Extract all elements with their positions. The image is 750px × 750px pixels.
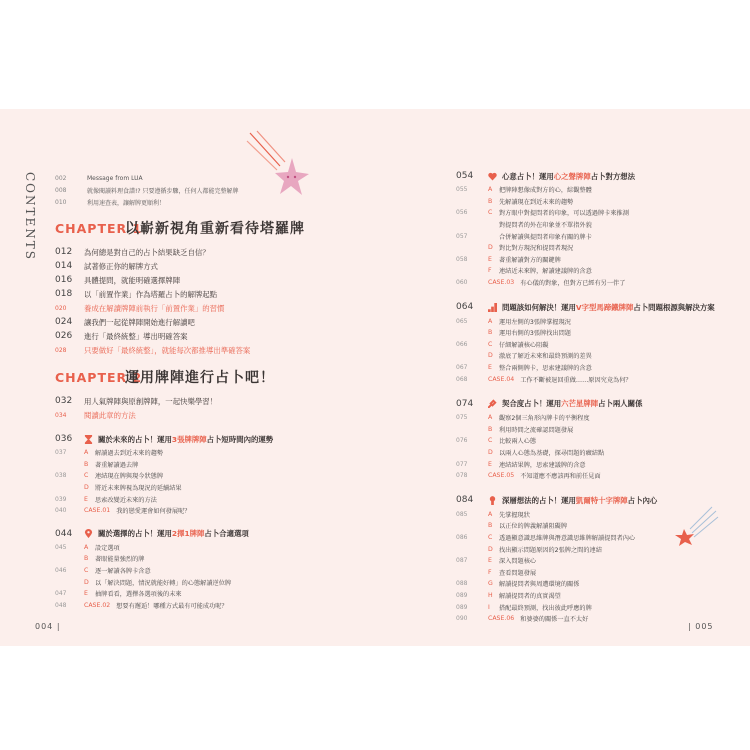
entry-title: 連結現在牌與現今狀態牌: [95, 473, 164, 481]
step-letter: A: [84, 449, 89, 457]
entry-title: 找出顯示問題原因的2張牌之間的連結: [499, 546, 602, 554]
toc-entry[interactable]: [55, 394, 365, 408]
step-letter: E: [84, 590, 88, 598]
page-number: 054: [456, 171, 474, 181]
keyhole-icon: [488, 496, 497, 505]
toc-subentry[interactable]: [456, 590, 741, 602]
step-letter: F: [488, 267, 492, 275]
entry-title: 具體提問，就能明確選擇牌陣: [84, 275, 181, 285]
section-heading[interactable]: [55, 526, 365, 542]
step-letter: D: [84, 484, 89, 492]
heart-icon: [488, 172, 497, 181]
page-number: 047: [55, 590, 67, 598]
step-letter: B: [488, 329, 493, 337]
step-letter: D: [488, 545, 493, 553]
entry-title: 先解讀現在到近未來的趨勢: [499, 198, 574, 206]
step-letter: I: [488, 603, 490, 611]
page-number: 055: [456, 186, 468, 194]
case-label: CASE.04: [488, 375, 515, 383]
section-title-prefix: 關於未來的占卜！運用: [98, 434, 172, 444]
toc-subentry[interactable]: [456, 315, 741, 327]
toc-subentry[interactable]: [55, 542, 365, 554]
toc-subentry[interactable]: [55, 505, 365, 517]
page-number: 057: [456, 232, 468, 240]
step-letter: A: [488, 414, 493, 422]
toc-subentry[interactable]: [55, 600, 365, 612]
step-letter: E: [84, 495, 88, 503]
toc-entry-intro[interactable]: [55, 196, 365, 208]
toc-entry[interactable]: [55, 301, 365, 315]
toc-subentry[interactable]: [55, 470, 365, 482]
entry-title: 利用時間之流確認問題發展: [499, 426, 574, 434]
toc-subentry[interactable]: [456, 184, 741, 196]
section-title-prefix: 心意占卜！運用: [502, 171, 554, 181]
page-number: 067: [456, 364, 468, 372]
entry-title: 用人氣牌陣與原創牌陣，一起快樂學習！: [84, 396, 218, 406]
entry-title: 對方眼中對提問者的印象，可以透過牌卡來推測: [499, 210, 629, 218]
entry-title: 深入問題核心: [499, 558, 537, 566]
toc-subentry[interactable]: [456, 207, 741, 219]
toc-subentry[interactable]: [456, 578, 741, 590]
section-title-suffix: 占卜內心: [627, 495, 658, 505]
spread-name: 凱爾特十字牌陣: [575, 495, 628, 505]
entry-title: 養成在解讀牌陣前執行「前置作業」的習慣: [84, 303, 225, 313]
toc-subentry[interactable]: [456, 362, 741, 374]
entry-title: 想要有邂逅！哪種方式最有可能成功呢？: [116, 602, 228, 610]
toc-subentry[interactable]: [55, 565, 365, 577]
step-letter: B: [488, 522, 493, 530]
page-number: 032: [55, 396, 73, 406]
entry-title: Message from LUA: [87, 174, 143, 182]
toc-subentry[interactable]: [55, 553, 365, 565]
entry-title: 抽牌看看，選擇各選項後的未來: [95, 591, 182, 599]
page-number: 034: [55, 411, 67, 419]
page-number: 056: [456, 209, 468, 217]
page-number: 058: [456, 255, 468, 263]
toc-subentry[interactable]: [55, 482, 365, 494]
toc-subentry[interactable]: [456, 350, 741, 362]
page-number: 089: [456, 603, 468, 611]
puzzle-icon: [488, 399, 497, 408]
toc-entry[interactable]: [55, 408, 365, 422]
page-number: 016: [55, 275, 73, 285]
entry-title: 先掌握現狀: [499, 511, 530, 519]
case-label: CASE.06: [488, 615, 515, 623]
step-letter: C: [488, 209, 493, 217]
page-number: 010: [55, 198, 67, 206]
entry-title: 設定選項: [95, 544, 120, 552]
entry-title: 和婆婆的關係一直不太好: [520, 616, 589, 624]
step-letter: D: [488, 448, 493, 456]
toc-subentry[interactable]: [456, 566, 741, 578]
page-number: 037: [55, 449, 67, 457]
page-number: 064: [456, 302, 474, 313]
section-title-suffix: 占卜短時間內的運勢: [206, 434, 274, 444]
bar-chart-icon: [488, 303, 497, 312]
chapter-title: 運用牌陣進行占卜吧！: [125, 370, 275, 386]
toc-subentry[interactable]: [55, 588, 365, 600]
entry-title: 連結近未來牌，解讀建議牌的含意: [499, 268, 592, 276]
toc-entry[interactable]: [55, 343, 365, 357]
page-number: 045: [55, 543, 67, 551]
page-number: 087: [456, 557, 468, 565]
toc-entry[interactable]: [55, 329, 365, 343]
case-label: CASE.03: [488, 279, 515, 287]
page-number: 024: [55, 317, 73, 327]
step-letter: A: [488, 186, 493, 194]
toc-subentry[interactable]: [55, 459, 365, 471]
chapter-title: 以嶄新視角重新看待塔羅牌: [125, 221, 305, 237]
page-number: 077: [456, 460, 468, 468]
toc-subentry[interactable]: [456, 219, 741, 231]
page-number: 044: [55, 528, 73, 539]
section-heading[interactable]: [55, 431, 365, 447]
entry-title: 就像閱讀料理食譜!? 只要遵循步驟，任何人都能完整解牌: [87, 187, 239, 195]
step-letter: E: [488, 364, 492, 372]
entry-title: 對比對方現況和提問者現況: [499, 245, 574, 253]
entry-title: 解讀提問者與周遭環境的關係: [499, 581, 580, 589]
section-title-suffix: 占卜問題根源與解決方案: [633, 302, 715, 312]
page-number: 008: [55, 186, 67, 194]
step-letter: D: [84, 578, 89, 586]
toc-subentry[interactable]: [456, 508, 741, 520]
page-number: 039: [55, 495, 67, 503]
case-label: CASE.01: [84, 507, 111, 515]
page-number-right: | 005: [688, 622, 714, 631]
entry-title: 觀察2個三角形內牌卡的平衡程度: [499, 415, 590, 423]
entry-title: 澈底了解近未來和最終預測的差異: [499, 353, 592, 361]
chapter-label: CHAPTER 1: [55, 220, 143, 236]
page-number: 090: [456, 615, 468, 623]
toc-subentry[interactable]: [456, 555, 741, 567]
entry-title: 讓我們一起從牌陣開始進行解讀吧: [84, 317, 195, 327]
step-letter: D: [488, 352, 493, 360]
step-letter: A: [488, 510, 493, 518]
case-label: CASE.02: [84, 601, 111, 609]
step-letter: E: [488, 557, 492, 565]
toc-entry[interactable]: [55, 287, 365, 301]
entry-title: 思索改變近未來的方法: [95, 496, 157, 504]
page-number: 078: [456, 472, 468, 480]
toc-subentry[interactable]: [55, 493, 365, 505]
step-letter: B: [488, 197, 493, 205]
page-number: 076: [456, 437, 468, 445]
page-number: 040: [55, 507, 67, 515]
right-page-toc: [456, 168, 741, 624]
entry-title: 對提問者的外在印象並不單指外貌: [499, 222, 592, 230]
entry-title: 解讀提問者的真實渴望: [499, 592, 561, 600]
step-letter: B: [84, 460, 89, 468]
section-heading[interactable]: [456, 396, 741, 412]
entry-title: 閱讀此章的方法: [84, 410, 136, 420]
page-number: 089: [456, 591, 468, 599]
page-number: 002: [55, 174, 67, 182]
page-number: 048: [55, 601, 67, 609]
page-number: 066: [456, 340, 468, 348]
spread-name: 心之聲牌陣: [553, 171, 591, 181]
entry-title: 合併解讀與提問者印象有關的牌卡: [499, 233, 592, 241]
page-number-left: 004 |: [35, 622, 61, 631]
section-heading[interactable]: [456, 492, 741, 508]
toc-subentry[interactable]: [456, 543, 741, 555]
spread-name: V字型馬蹄鐵牌陣: [575, 302, 634, 312]
step-letter: C: [488, 437, 493, 445]
chapter-label: CHAPTER 2: [55, 369, 143, 385]
toc-subentry[interactable]: [456, 424, 741, 436]
entry-title: 以「前置作業」作為塔羅占卜的解牌起點: [84, 289, 218, 299]
entry-title: 把牌陣想像成對方的心，綜觀整體: [499, 187, 592, 195]
toc-subentry[interactable]: [456, 230, 741, 242]
section-title-suffix: 占卜對方想法: [590, 171, 636, 181]
case-label: CASE.05: [488, 472, 515, 480]
left-page-toc: [55, 172, 365, 611]
toc-entry-intro[interactable]: [55, 184, 365, 196]
entry-title: 著眼能量強烈的牌: [95, 556, 145, 564]
page-number: 028: [55, 346, 67, 354]
page-number: 036: [55, 434, 73, 444]
spread-name: 六芒星牌陣: [561, 399, 599, 409]
page-number: 038: [55, 472, 67, 480]
entry-title: 不知道應不應該再和前任見面: [520, 473, 601, 481]
entry-title: 進行「最終統整」導出明確答案: [84, 331, 188, 341]
toc-entry-intro[interactable]: [55, 172, 365, 184]
chapter-heading[interactable]: [55, 366, 365, 388]
step-letter: B: [488, 425, 493, 433]
entry-title: 將近未來牌視為現況的延續結果: [95, 485, 182, 493]
entry-title: 透過顯意識思維牌與潛意識思維牌解讀提問者內心: [499, 534, 636, 542]
page-number: 088: [456, 580, 468, 588]
section-title-suffix: 占卜合適選項: [204, 529, 249, 539]
entry-title: 工作不斷被退回重做……原因究竟為何？: [520, 376, 632, 384]
entry-title: 連結結果牌，思索建議牌的含意: [499, 461, 586, 469]
section-title-prefix: 問題該如何解決！運用: [502, 302, 576, 312]
toc-subentry[interactable]: [456, 532, 741, 544]
page-number: 084: [456, 495, 474, 506]
section-heading[interactable]: [456, 299, 741, 315]
entry-title: 搭配最終預測，找出彼此呼應的牌: [499, 604, 592, 612]
toc-entry[interactable]: [55, 259, 365, 273]
page-number: 085: [456, 510, 468, 518]
entry-title: 著重解讀過去牌: [95, 461, 139, 469]
step-letter: G: [488, 580, 493, 588]
step-letter: C: [84, 567, 89, 575]
section-title-prefix: 關於選擇的占卜！運用: [98, 529, 172, 539]
toc-subentry[interactable]: [456, 327, 741, 339]
entry-title: 以「解決問題，情況就能好轉」的心態解讀逆位牌: [95, 579, 232, 587]
toc-subentry[interactable]: [456, 265, 741, 277]
toc-subentry[interactable]: [456, 254, 741, 266]
entry-title: 利用速查表，讓解牌更順利！: [87, 199, 166, 207]
step-letter: H: [488, 591, 493, 599]
toc-subentry[interactable]: [456, 339, 741, 351]
step-letter: C: [84, 472, 89, 480]
entry-title: 運用左側的3張牌掌握現況: [499, 318, 571, 326]
step-letter: A: [84, 543, 89, 551]
toc-subentry[interactable]: [456, 458, 741, 470]
step-letter: B: [84, 555, 89, 563]
entry-title: 仔細解讀核心阻礙: [499, 341, 549, 349]
page-number: 074: [456, 398, 474, 409]
toc-subentry[interactable]: [456, 435, 741, 447]
entry-title: 試著修正你的解牌方式: [84, 261, 158, 271]
step-letter: C: [488, 340, 493, 348]
entry-title: 逐一解讀各牌卡含意: [95, 568, 151, 576]
hourglass-icon: [84, 435, 93, 444]
page-number: 086: [456, 533, 468, 541]
toc-subentry[interactable]: [456, 601, 741, 613]
toc-subentry[interactable]: [456, 470, 741, 482]
page-number: 068: [456, 375, 468, 383]
page-number: 060: [456, 279, 468, 287]
toc-subentry[interactable]: [456, 412, 741, 424]
entry-title: 為何總是對自己的占卜結果缺乏自信？: [84, 247, 210, 257]
step-letter: A: [488, 317, 493, 325]
step-letter: E: [488, 460, 492, 468]
toc-entry[interactable]: [55, 315, 365, 329]
spread-name: 2擇1牌陣: [171, 529, 205, 539]
toc-subentry[interactable]: [456, 373, 741, 385]
spread-name: 3張牌牌陣: [171, 434, 207, 444]
toc-entry[interactable]: [55, 273, 365, 287]
page-number: 026: [55, 331, 73, 341]
toc-subentry[interactable]: [456, 277, 741, 289]
toc-subentry[interactable]: [456, 520, 741, 532]
step-letter: D: [488, 244, 493, 252]
section-title-suffix: 占卜兩人關係: [598, 399, 643, 409]
page-number: 065: [456, 317, 468, 325]
toc-subentry[interactable]: [55, 447, 365, 459]
step-letter: F: [488, 568, 492, 576]
toc-subentry[interactable]: [55, 576, 365, 588]
entry-title: 以正位的牌義解讀阻礙牌: [499, 523, 568, 531]
section-heading[interactable]: [456, 168, 741, 184]
contents-title: CONTENTS: [23, 172, 37, 262]
page-number: 018: [55, 289, 73, 299]
entry-title: 我的戀愛運會如何發展呢？: [116, 508, 191, 516]
page-number: 046: [55, 567, 67, 575]
step-letter: C: [488, 533, 493, 541]
toc-subentry[interactable]: [456, 242, 741, 254]
map-pin-icon: [84, 529, 93, 538]
entry-title: 運用右側的3張牌找出問題: [499, 330, 571, 338]
entry-title: 有心儀的對象，但對方已經有另一伴了: [520, 280, 626, 288]
page-number: 012: [55, 247, 73, 257]
page-number: 020: [55, 304, 67, 312]
entry-title: 著重解讀對方的關鍵牌: [499, 256, 561, 264]
toc-entry[interactable]: [55, 245, 365, 259]
entry-title: 解讀過去到近未來的趨勢: [95, 450, 164, 458]
entry-title: 比較兩人心態: [499, 438, 537, 446]
entry-title: 整合兩側牌卡，思索建議牌的含意: [499, 365, 592, 373]
page-number: 075: [456, 414, 468, 422]
section-title-prefix: 深層想法的占卜！運用: [502, 495, 576, 505]
step-letter: E: [488, 255, 492, 263]
entry-title: 查看問題發展: [499, 569, 537, 577]
section-title-prefix: 契合度占卜！運用: [502, 399, 562, 409]
toc-subentry[interactable]: [456, 196, 741, 208]
chapter-heading[interactable]: [55, 217, 365, 239]
toc-subentry[interactable]: [456, 447, 741, 459]
page-number: 014: [55, 261, 73, 271]
entry-title: 只要做好「最終統整」，就能每次都推導出準確答案: [84, 345, 251, 355]
entry-title: 以兩人心態為基礎，探尋問題的癥結點: [499, 449, 605, 457]
